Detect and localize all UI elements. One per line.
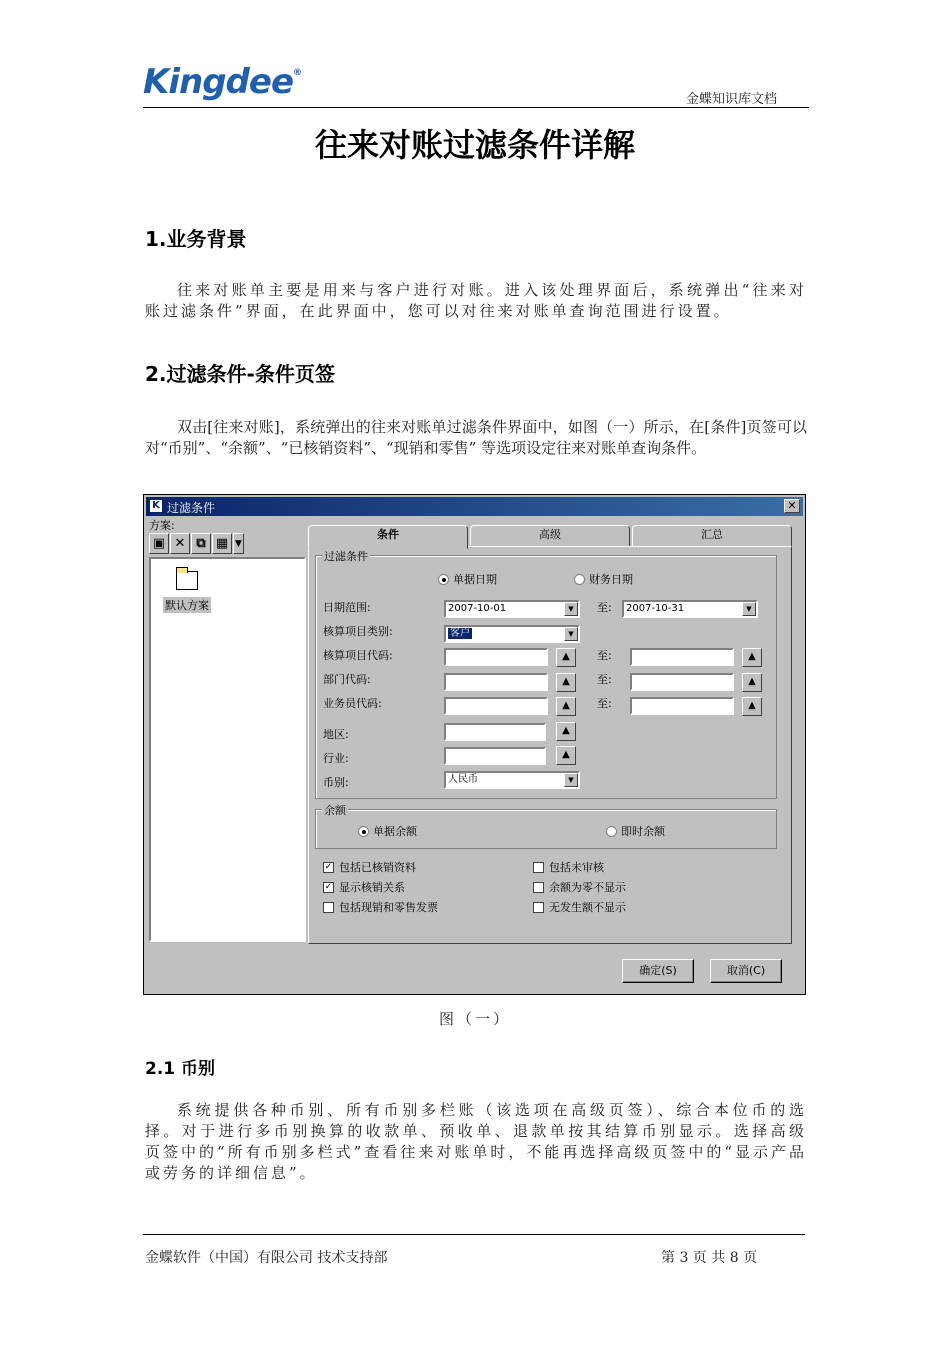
kingdee-logo: Kingdee®	[143, 62, 302, 102]
figure-caption: 图（一）	[438, 1010, 511, 1028]
industry-input[interactable]	[444, 747, 546, 765]
chevron-down-icon: ▼	[564, 627, 578, 641]
radio-instant-balance[interactable]: 即时余额	[606, 823, 665, 839]
acct-item-code-from-input[interactable]	[444, 648, 548, 666]
date-to-label: 至:	[597, 601, 612, 614]
staff-code-from-input[interactable]	[444, 697, 548, 715]
section-heading-filter-conditions: 2.过滤条件-条件页签	[145, 362, 335, 386]
scheme-label: 方案:	[149, 519, 175, 532]
chevron-down-icon: ▼	[564, 602, 578, 616]
region-label: 地区:	[323, 728, 349, 741]
filter-group-title: 过滤条件	[324, 550, 368, 563]
footer-divider	[143, 1234, 805, 1235]
tab-advanced[interactable]: 高级	[470, 525, 630, 547]
ok-button[interactable]: 确定(S)	[622, 959, 694, 983]
checkbox-include-unaudited-box	[533, 862, 544, 873]
radio-doc-balance-indicator	[358, 826, 369, 837]
lookup-icon[interactable]: ▲	[556, 648, 576, 667]
staff-code-to-label: 至:	[597, 697, 612, 710]
lookup-icon[interactable]: ▲	[556, 673, 576, 692]
scheme-toolbar	[149, 533, 244, 555]
radio-doc-date-indicator	[438, 574, 449, 585]
radio-doc-balance[interactable]: 单据余额	[358, 823, 417, 839]
acct-item-type-label: 核算项目类别:	[323, 625, 393, 638]
properties-icon[interactable]: ▦	[212, 533, 232, 554]
staff-code-to-input[interactable]	[630, 697, 734, 715]
radio-instant-balance-indicator	[606, 826, 617, 837]
checkbox-show-verify-relation[interactable]: ✓ 显示核销关系	[324, 881, 405, 894]
acct-item-code-label: 核算项目代码:	[323, 649, 393, 662]
dept-code-from-input[interactable]	[444, 673, 548, 691]
lookup-icon[interactable]: ▲	[742, 648, 762, 667]
checkbox-hide-no-occurrence[interactable]: 无发生额不显示	[533, 899, 626, 915]
radio-fin-date-indicator	[574, 574, 585, 585]
delete-icon[interactable]: ✕	[170, 533, 190, 554]
footer-page-number: 第 3 页 共 8 页	[661, 1250, 758, 1266]
save-icon[interactable]: ▣	[149, 533, 169, 554]
region-input[interactable]	[444, 723, 546, 741]
scheme-list[interactable]	[149, 557, 306, 942]
lookup-icon[interactable]: ▲	[556, 746, 576, 765]
checkbox-hide-zero-balance[interactable]: 余额为零不显示	[533, 879, 626, 895]
folder-icon	[176, 571, 198, 590]
kingdee-app-icon: K	[149, 499, 163, 513]
date-range-label: 日期范围:	[323, 601, 371, 614]
section-heading-business-background: 1.业务背景	[145, 227, 247, 251]
dept-code-to-input[interactable]	[630, 673, 734, 691]
checkbox-include-unaudited[interactable]: 包括未审核	[533, 859, 604, 875]
checkbox-show-verify-relation-box: ✓	[324, 881, 333, 892]
radio-doc-date[interactable]: 单据日期	[438, 571, 497, 587]
balance-group	[315, 804, 777, 849]
dialog-titlebar	[146, 497, 803, 516]
acct-item-code-to-input[interactable]	[630, 648, 734, 666]
close-icon[interactable]: ✕	[784, 499, 800, 513]
lookup-icon[interactable]: ▲	[742, 697, 762, 716]
section-paragraph-business-background: 往来对账单主要是用来与客户进行对账。进入该处理界面后，系统弹出“往来对账过滤条件”界面，在此界面中，您可以对往来对账单查询范围进行设置。	[145, 281, 807, 320]
dialog-title: 过滤条件	[167, 501, 216, 515]
checkbox-include-verified[interactable]: ✓ 包括已核销资料	[324, 861, 416, 874]
filter-group	[315, 550, 777, 799]
balance-group-title: 余额	[324, 804, 346, 817]
lookup-icon[interactable]: ▲	[742, 673, 762, 692]
currency-select[interactable]: 人民币 ▼	[444, 771, 580, 789]
document-title: 往来对账过滤条件详解	[314, 126, 635, 164]
chevron-down-icon: ▼	[742, 602, 756, 616]
checkbox-include-cash-retail-box	[323, 902, 334, 913]
dept-code-to-label: 至:	[597, 673, 612, 686]
checkbox-hide-zero-balance-box	[533, 882, 544, 893]
footer-company: 金蝶软件（中国）有限公司 技术支持部	[145, 1250, 388, 1266]
section-paragraph-currency: 系统提供各种币别、所有币别多栏账（该选项在高级页签）、综合本位币的选择。对于进行多币别换算的收款单、预收单、退款单按其结算币别显示。选择高级页签中的“所有币别多栏式”查看往来对账单时，不能再选择高级页签中的“显示产品或劳务的详细信息”。	[145, 1101, 808, 1182]
copy-icon[interactable]: ⧉	[191, 533, 211, 554]
lookup-icon[interactable]: ▲	[556, 722, 576, 741]
conditions-panel	[308, 546, 792, 944]
section-paragraph-filter-conditions: 双击[往来对账]，系统弹出的往来对账单过滤条件界面中，如图（一）所示，在[条件]页签可以对“币别”、“余额”、“已核销资料”、“现销和零售” 等选项设定往来对账单查询条件。	[145, 418, 807, 457]
industry-label: 行业:	[323, 752, 349, 765]
checkbox-include-verified-box: ✓	[324, 861, 333, 872]
section-heading-currency: 2.1 币别	[145, 1059, 216, 1079]
currency-label: 币别:	[323, 776, 349, 789]
checkbox-hide-no-occurrence-box	[533, 902, 544, 913]
chevron-down-icon: ▼	[564, 773, 578, 787]
checkbox-include-cash-retail[interactable]: 包括现销和零售发票	[323, 899, 438, 915]
radio-fin-date[interactable]: 财务日期	[574, 571, 633, 587]
lookup-icon[interactable]: ▲	[556, 697, 576, 716]
date-from-select[interactable]: 2007-10-01 ▼	[444, 600, 580, 618]
dept-code-label: 部门代码:	[323, 673, 371, 686]
acct-item-code-to-label: 至:	[597, 649, 612, 662]
tab-conditions[interactable]: 条件	[308, 525, 468, 549]
tab-summary[interactable]: 汇总	[632, 525, 792, 547]
filter-dialog-screenshot	[143, 494, 806, 995]
header-note: 金蝶知识库文档	[686, 92, 778, 107]
chevron-down-icon[interactable]: ▼	[233, 533, 244, 554]
date-to-select[interactable]: 2007-10-31 ▼	[622, 600, 758, 618]
acct-item-type-select[interactable]: 客户 ▼	[444, 625, 580, 643]
cancel-button[interactable]: 取消(C)	[710, 959, 782, 983]
scheme-item-default[interactable]: 默认方案	[165, 599, 209, 612]
staff-code-label: 业务员代码:	[323, 697, 382, 710]
header-divider	[143, 107, 809, 108]
